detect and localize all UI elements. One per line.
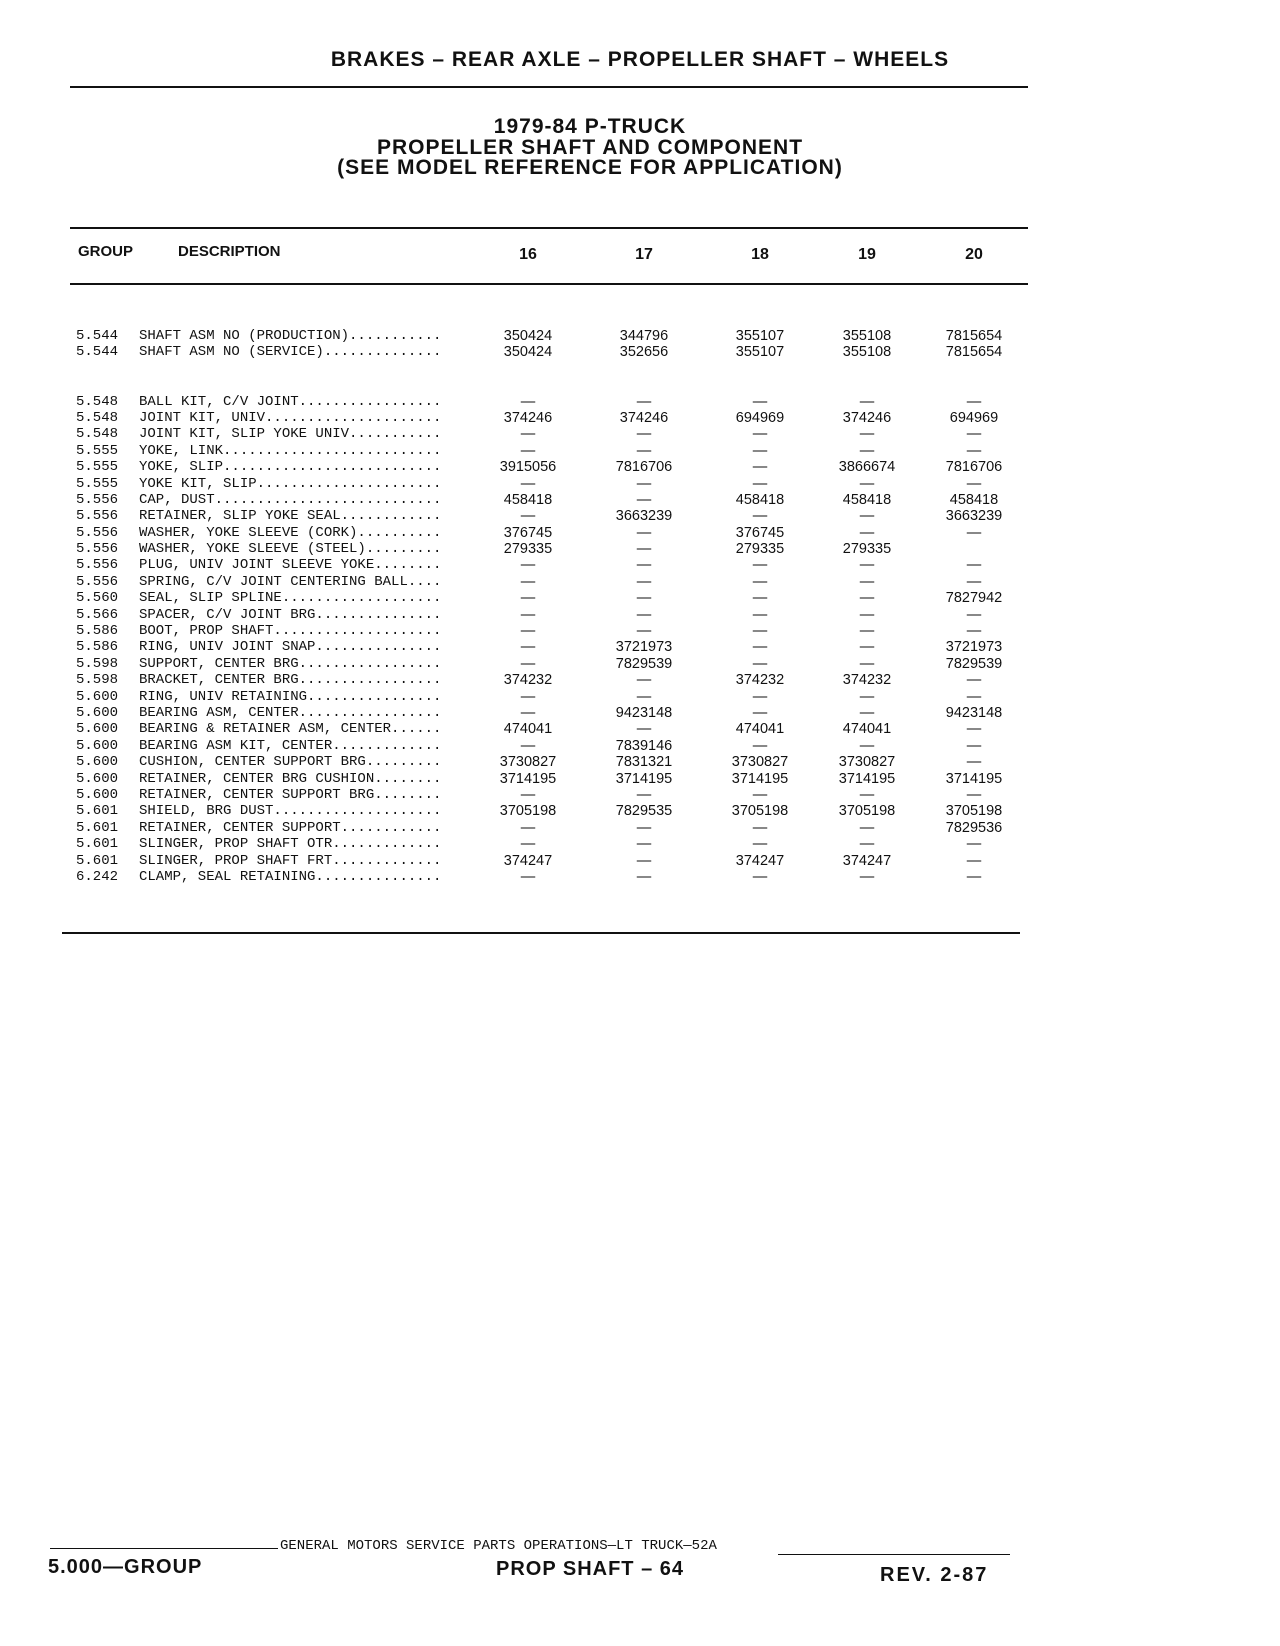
- row-part-number-model-19: —: [859, 524, 875, 541]
- col-head-model-19: 19: [858, 246, 876, 263]
- row-part-number-model-17: —: [636, 672, 652, 689]
- row-part-number-model-16: —: [520, 786, 536, 803]
- row-part-number-model-19: —: [859, 475, 875, 492]
- row-part-number-model-19: —: [859, 508, 875, 525]
- row-group: 5.556: [76, 541, 119, 558]
- row-part-number-model-17: 7816706: [615, 459, 673, 476]
- row-group: 6.242: [76, 868, 119, 885]
- row-description: SUPPORT, CENTER BRG.................: [139, 655, 442, 672]
- row-part-number-model-17: 7829539: [615, 655, 673, 672]
- table-top-rule: [70, 227, 1028, 229]
- row-group: 5.556: [76, 557, 119, 574]
- row-part-number-model-20: 7829536: [945, 819, 1003, 836]
- table-row: [0, 656, 1280, 672]
- row-part-number-model-16: 474041: [503, 721, 553, 738]
- row-part-number-model-18: —: [752, 786, 768, 803]
- row-part-number-model-17: —: [636, 852, 652, 869]
- row-part-number-model-20: —: [966, 737, 982, 754]
- row-part-number-model-19: 374247: [842, 852, 892, 869]
- row-description: JOINT KIT, UNIV.....................: [139, 409, 442, 426]
- row-description: SPRING, C/V JOINT CENTERING BALL....: [139, 573, 442, 590]
- row-part-number-model-19: 374232: [842, 672, 892, 689]
- row-group: 5.600: [76, 704, 119, 721]
- row-part-number-model-17: 7839146: [615, 737, 673, 754]
- row-description: RETAINER, CENTER SUPPORT............: [139, 819, 442, 836]
- row-group: 5.544: [76, 344, 119, 361]
- row-description: JOINT KIT, SLIP YOKE UNIV...........: [139, 426, 442, 443]
- row-part-number-model-19: —: [859, 557, 875, 574]
- table-row: [0, 639, 1280, 655]
- table-row: [0, 590, 1280, 606]
- row-part-number-model-20: 3714195: [945, 770, 1003, 787]
- footer-revision: REV. 2-87: [880, 1564, 989, 1586]
- row-part-number-model-17: 3714195: [615, 770, 673, 787]
- row-group: 5.548: [76, 393, 119, 410]
- table-row: [0, 492, 1280, 508]
- row-part-number-model-20: —: [966, 393, 982, 410]
- row-part-number-model-20: —: [966, 754, 982, 771]
- row-part-number-model-19: 3714195: [838, 770, 896, 787]
- row-group: 5.555: [76, 475, 119, 492]
- row-part-number-model-19: —: [859, 606, 875, 623]
- row-group: 5.544: [76, 328, 119, 344]
- row-part-number-model-19: —: [859, 573, 875, 590]
- row-part-number-model-17: —: [636, 868, 652, 885]
- row-part-number-model-20: 7815654: [945, 344, 1003, 361]
- row-description: BRACKET, CENTER BRG.................: [139, 672, 442, 689]
- row-part-number-model-19: —: [859, 655, 875, 672]
- row-part-number-model-18: 374247: [735, 852, 785, 869]
- row-part-number-model-18: —: [752, 737, 768, 754]
- row-part-number-model-17: —: [636, 426, 652, 443]
- row-part-number-model-16: —: [520, 688, 536, 705]
- row-part-number-model-16: —: [520, 442, 536, 459]
- col-head-model-18: 18: [751, 246, 769, 263]
- col-head-model-16: 16: [519, 246, 537, 263]
- row-part-number-model-17: —: [636, 836, 652, 853]
- row-group: 5.555: [76, 459, 119, 476]
- table-row: [0, 689, 1280, 705]
- row-part-number-model-17: 352656: [619, 344, 669, 361]
- row-part-number-model-19: —: [859, 639, 875, 656]
- row-part-number-model-18: —: [752, 836, 768, 853]
- table-row: [0, 328, 1280, 344]
- row-part-number-model-18: —: [752, 426, 768, 443]
- row-part-number-model-20: 7816706: [945, 459, 1003, 476]
- row-part-number-model-16: —: [520, 590, 536, 607]
- table-row: [0, 476, 1280, 492]
- row-part-number-model-17: —: [636, 721, 652, 738]
- row-part-number-model-20: 3663239: [945, 508, 1003, 525]
- col-head-model-17: 17: [635, 246, 653, 263]
- row-part-number-model-18: —: [752, 459, 768, 476]
- row-part-number-model-17: 7829535: [615, 803, 673, 820]
- section-header: BRAKES – REAR AXLE – PROPELLER SHAFT – WHEELS: [330, 48, 950, 71]
- row-part-number-model-18: —: [752, 868, 768, 885]
- row-group: 5.600: [76, 721, 119, 738]
- table-header-rule: [70, 283, 1028, 285]
- parts-table-body: [0, 328, 1280, 885]
- row-part-number-model-19: 355108: [842, 344, 892, 361]
- row-description: YOKE, SLIP..........................: [139, 459, 442, 476]
- doc-title-line2: PROPELLER SHAFT AND COMPONENT: [376, 136, 804, 159]
- row-part-number-model-20: —: [966, 672, 982, 689]
- row-group: 5.600: [76, 770, 119, 787]
- row-description: CLAMP, SEAL RETAINING...............: [139, 868, 442, 885]
- table-row: [0, 771, 1280, 787]
- row-group: 5.601: [76, 852, 119, 869]
- row-group: 5.548: [76, 409, 119, 426]
- row-part-number-model-17: —: [636, 541, 652, 558]
- row-part-number-model-16: 3705198: [499, 803, 557, 820]
- row-part-number-model-16: —: [520, 655, 536, 672]
- row-part-number-model-16: —: [520, 737, 536, 754]
- row-part-number-model-18: 3705198: [731, 803, 789, 820]
- row-part-number-model-17: 3721973: [615, 639, 673, 656]
- row-group: 5.556: [76, 508, 119, 525]
- table-row: [0, 410, 1280, 426]
- row-description: PLUG, UNIV JOINT SLEEVE YOKE........: [139, 557, 442, 574]
- row-description: RETAINER, CENTER BRG CUSHION........: [139, 770, 442, 787]
- row-part-number-model-20: —: [966, 852, 982, 869]
- row-description: BEARING ASM KIT, CENTER.............: [139, 737, 442, 754]
- row-part-number-model-18: —: [752, 557, 768, 574]
- row-part-number-model-18: 355107: [735, 344, 785, 361]
- row-part-number-model-19: —: [859, 426, 875, 443]
- row-group: 5.600: [76, 688, 119, 705]
- row-part-number-model-16: 3714195: [499, 770, 557, 787]
- doc-title-line3: (SEE MODEL REFERENCE FOR APPLICATION): [337, 156, 843, 179]
- row-part-number-model-16: 374232: [503, 672, 553, 689]
- row-part-number-model-17: —: [636, 786, 652, 803]
- col-head-description: DESCRIPTION: [178, 243, 281, 260]
- col-head-model-20: 20: [965, 246, 983, 263]
- row-part-number-model-16: 3915056: [499, 459, 557, 476]
- table-row: [0, 443, 1280, 459]
- row-description: RETAINER, SLIP YOKE SEAL............: [139, 508, 442, 525]
- row-part-number-model-18: —: [752, 704, 768, 721]
- row-part-number-model-19: 458418: [842, 491, 892, 508]
- table-row: [0, 836, 1280, 852]
- row-description: CUSHION, CENTER SUPPORT BRG.........: [139, 754, 442, 771]
- row-group: 5.556: [76, 524, 119, 541]
- row-group: 5.586: [76, 623, 119, 640]
- row-part-number-model-20: —: [966, 836, 982, 853]
- table-row: [0, 869, 1280, 885]
- row-part-number-model-20: 7815654: [945, 328, 1003, 344]
- row-part-number-model-16: —: [520, 573, 536, 590]
- row-part-number-model-20: —: [966, 868, 982, 885]
- row-description: SLINGER, PROP SHAFT FRT.............: [139, 852, 442, 869]
- row-part-number-model-17: —: [636, 623, 652, 640]
- row-part-number-model-19: —: [859, 737, 875, 754]
- row-description: BALL KIT, C/V JOINT.................: [139, 393, 442, 410]
- row-group: 5.555: [76, 442, 119, 459]
- row-part-number-model-17: 3663239: [615, 508, 673, 525]
- header-rule: [70, 86, 1028, 88]
- row-part-number-model-17: 7831321: [615, 754, 673, 771]
- table-row: [0, 803, 1280, 819]
- table-bottom-rule: [62, 932, 1020, 934]
- row-part-number-model-19: —: [859, 704, 875, 721]
- table-spacer: [0, 361, 1280, 377]
- row-part-number-model-17: —: [636, 590, 652, 607]
- row-part-number-model-20: 7827942: [945, 590, 1003, 607]
- row-part-number-model-19: —: [859, 442, 875, 459]
- row-part-number-model-19: 374246: [842, 409, 892, 426]
- row-part-number-model-18: 374232: [735, 672, 785, 689]
- row-description: YOKE KIT, SLIP......................: [139, 475, 442, 492]
- footer-rule-right: [778, 1554, 1010, 1555]
- row-part-number-model-19: 3705198: [838, 803, 896, 820]
- row-part-number-model-16: —: [520, 508, 536, 525]
- row-part-number-model-17: 9423148: [615, 704, 673, 721]
- row-description: RING, UNIV RETAINING................: [139, 688, 442, 705]
- row-part-number-model-17: —: [636, 606, 652, 623]
- table-row: [0, 721, 1280, 737]
- row-group: 5.598: [76, 672, 119, 689]
- row-part-number-model-19: —: [859, 393, 875, 410]
- row-description: SLINGER, PROP SHAFT OTR.............: [139, 836, 442, 853]
- row-part-number-model-18: —: [752, 606, 768, 623]
- row-group: 5.548: [76, 426, 119, 443]
- row-description: SHAFT ASM NO (SERVICE)..............: [139, 344, 442, 361]
- table-row: [0, 672, 1280, 688]
- row-part-number-model-16: 279335: [503, 541, 553, 558]
- row-part-number-model-20: 7829539: [945, 655, 1003, 672]
- table-row: [0, 705, 1280, 721]
- row-part-number-model-16: 3730827: [499, 754, 557, 771]
- row-part-number-model-18: —: [752, 655, 768, 672]
- row-part-number-model-18: —: [752, 590, 768, 607]
- row-part-number-model-17: —: [636, 524, 652, 541]
- row-group: 5.556: [76, 573, 119, 590]
- table-row: [0, 459, 1280, 475]
- row-part-number-model-20: —: [966, 688, 982, 705]
- row-part-number-model-18: 376745: [735, 524, 785, 541]
- row-description: SHIELD, BRG DUST....................: [139, 803, 442, 820]
- row-part-number-model-20: —: [966, 721, 982, 738]
- row-part-number-model-18: —: [752, 508, 768, 525]
- row-description: BEARING & RETAINER ASM, CENTER......: [139, 721, 442, 738]
- row-group: 5.598: [76, 655, 119, 672]
- row-part-number-model-19: —: [859, 868, 875, 885]
- row-part-number-model-19: 3730827: [838, 754, 896, 771]
- table-row: [0, 607, 1280, 623]
- row-part-number-model-16: 376745: [503, 524, 553, 541]
- row-part-number-model-19: 3866674: [838, 459, 896, 476]
- row-part-number-model-20: —: [966, 426, 982, 443]
- row-group: 5.601: [76, 819, 119, 836]
- row-description: YOKE, LINK..........................: [139, 442, 442, 459]
- row-part-number-model-20: —: [966, 573, 982, 590]
- table-row: [0, 525, 1280, 541]
- row-part-number-model-16: 458418: [503, 491, 553, 508]
- row-part-number-model-17: —: [636, 475, 652, 492]
- row-part-number-model-16: —: [520, 426, 536, 443]
- row-part-number-model-16: 350424: [503, 344, 553, 361]
- row-part-number-model-18: 355107: [735, 328, 785, 344]
- table-row: [0, 541, 1280, 557]
- row-part-number-model-20: —: [966, 606, 982, 623]
- row-part-number-model-17: —: [636, 491, 652, 508]
- row-part-number-model-18: 3714195: [731, 770, 789, 787]
- row-part-number-model-20: —: [966, 475, 982, 492]
- row-group: 5.560: [76, 590, 119, 607]
- footer-rule-left: [50, 1548, 278, 1549]
- row-part-number-model-16: —: [520, 868, 536, 885]
- row-part-number-model-17: —: [636, 442, 652, 459]
- row-part-number-model-19: —: [859, 688, 875, 705]
- row-part-number-model-20: 3705198: [945, 803, 1003, 820]
- row-group: 5.601: [76, 803, 119, 820]
- row-part-number-model-16: —: [520, 819, 536, 836]
- row-part-number-model-18: 3730827: [731, 754, 789, 771]
- row-description: SHAFT ASM NO (PRODUCTION)...........: [139, 328, 442, 344]
- row-group: 5.600: [76, 786, 119, 803]
- row-part-number-model-20: —: [966, 786, 982, 803]
- table-row: [0, 754, 1280, 770]
- row-part-number-model-19: —: [859, 819, 875, 836]
- row-part-number-model-17: 344796: [619, 328, 669, 344]
- table-row: [0, 787, 1280, 803]
- row-part-number-model-19: —: [859, 623, 875, 640]
- row-part-number-model-19: —: [859, 836, 875, 853]
- row-part-number-model-19: 474041: [842, 721, 892, 738]
- row-part-number-model-16: —: [520, 639, 536, 656]
- row-part-number-model-18: 694969: [735, 409, 785, 426]
- table-row: [0, 623, 1280, 639]
- row-group: 5.586: [76, 639, 119, 656]
- row-description: RETAINER, CENTER SUPPORT BRG........: [139, 786, 442, 803]
- row-group: 5.600: [76, 737, 119, 754]
- row-part-number-model-18: 279335: [735, 541, 785, 558]
- row-part-number-model-17: —: [636, 393, 652, 410]
- table-row: [0, 344, 1280, 360]
- row-part-number-model-17: —: [636, 573, 652, 590]
- row-group: 5.556: [76, 491, 119, 508]
- row-description: WASHER, YOKE SLEEVE (STEEL).........: [139, 541, 442, 558]
- row-part-number-model-16: 374247: [503, 852, 553, 869]
- footer-publisher: GENERAL MOTORS SERVICE PARTS OPERATIONS—LT TRUCK—52A: [280, 1538, 717, 1554]
- row-part-number-model-20: —: [966, 557, 982, 574]
- row-part-number-model-18: —: [752, 688, 768, 705]
- row-part-number-model-19: —: [859, 786, 875, 803]
- row-part-number-model-17: —: [636, 819, 652, 836]
- row-part-number-model-18: —: [752, 623, 768, 640]
- row-description: WASHER, YOKE SLEEVE (CORK)..........: [139, 524, 442, 541]
- row-part-number-model-20: —: [966, 524, 982, 541]
- row-part-number-model-18: —: [752, 442, 768, 459]
- row-description: RING, UNIV JOINT SNAP...............: [139, 639, 442, 656]
- table-row: [0, 508, 1280, 524]
- row-group: 5.566: [76, 606, 119, 623]
- row-description: SPACER, C/V JOINT BRG...............: [139, 606, 442, 623]
- table-row: [0, 394, 1280, 410]
- row-part-number-model-18: —: [752, 819, 768, 836]
- row-part-number-model-18: 458418: [735, 491, 785, 508]
- row-part-number-model-20: —: [966, 623, 982, 640]
- row-part-number-model-16: —: [520, 704, 536, 721]
- row-part-number-model-16: 350424: [503, 328, 553, 344]
- row-part-number-model-16: —: [520, 836, 536, 853]
- row-group: 5.601: [76, 836, 119, 853]
- row-part-number-model-18: —: [752, 573, 768, 590]
- row-part-number-model-20: 9423148: [945, 704, 1003, 721]
- col-head-group: GROUP: [78, 243, 134, 260]
- row-part-number-model-18: —: [752, 475, 768, 492]
- row-part-number-model-19: 355108: [842, 328, 892, 344]
- row-description: BOOT, PROP SHAFT....................: [139, 623, 442, 640]
- table-spacer: [0, 377, 1280, 393]
- footer-group-label: 5.000—GROUP: [48, 1556, 203, 1578]
- table-row: [0, 557, 1280, 573]
- row-part-number-model-16: —: [520, 393, 536, 410]
- row-description: CAP, DUST...........................: [139, 491, 442, 508]
- row-part-number-model-20: —: [966, 442, 982, 459]
- table-row: [0, 426, 1280, 442]
- table-row: [0, 574, 1280, 590]
- row-description: BEARING ASM, CENTER.................: [139, 704, 442, 721]
- footer-page-label: PROP SHAFT – 64: [495, 1558, 685, 1580]
- row-part-number-model-16: —: [520, 606, 536, 623]
- doc-title-line1: 1979-84 P-TRUCK: [493, 115, 687, 138]
- row-description: SEAL, SLIP SPLINE...................: [139, 590, 442, 607]
- row-part-number-model-18: —: [752, 639, 768, 656]
- row-part-number-model-16: —: [520, 475, 536, 492]
- row-part-number-model-20: 458418: [949, 491, 999, 508]
- table-row: [0, 853, 1280, 869]
- row-part-number-model-17: —: [636, 688, 652, 705]
- row-part-number-model-19: 279335: [842, 541, 892, 558]
- row-group: 5.600: [76, 754, 119, 771]
- row-part-number-model-20: 3721973: [945, 639, 1003, 656]
- row-part-number-model-18: —: [752, 393, 768, 410]
- table-row: [0, 820, 1280, 836]
- row-part-number-model-20: 694969: [949, 409, 999, 426]
- row-part-number-model-17: 374246: [619, 409, 669, 426]
- row-part-number-model-17: —: [636, 557, 652, 574]
- row-part-number-model-16: 374246: [503, 409, 553, 426]
- row-part-number-model-18: 474041: [735, 721, 785, 738]
- row-part-number-model-16: —: [520, 557, 536, 574]
- row-part-number-model-19: —: [859, 590, 875, 607]
- row-part-number-model-16: —: [520, 623, 536, 640]
- table-row: [0, 738, 1280, 754]
